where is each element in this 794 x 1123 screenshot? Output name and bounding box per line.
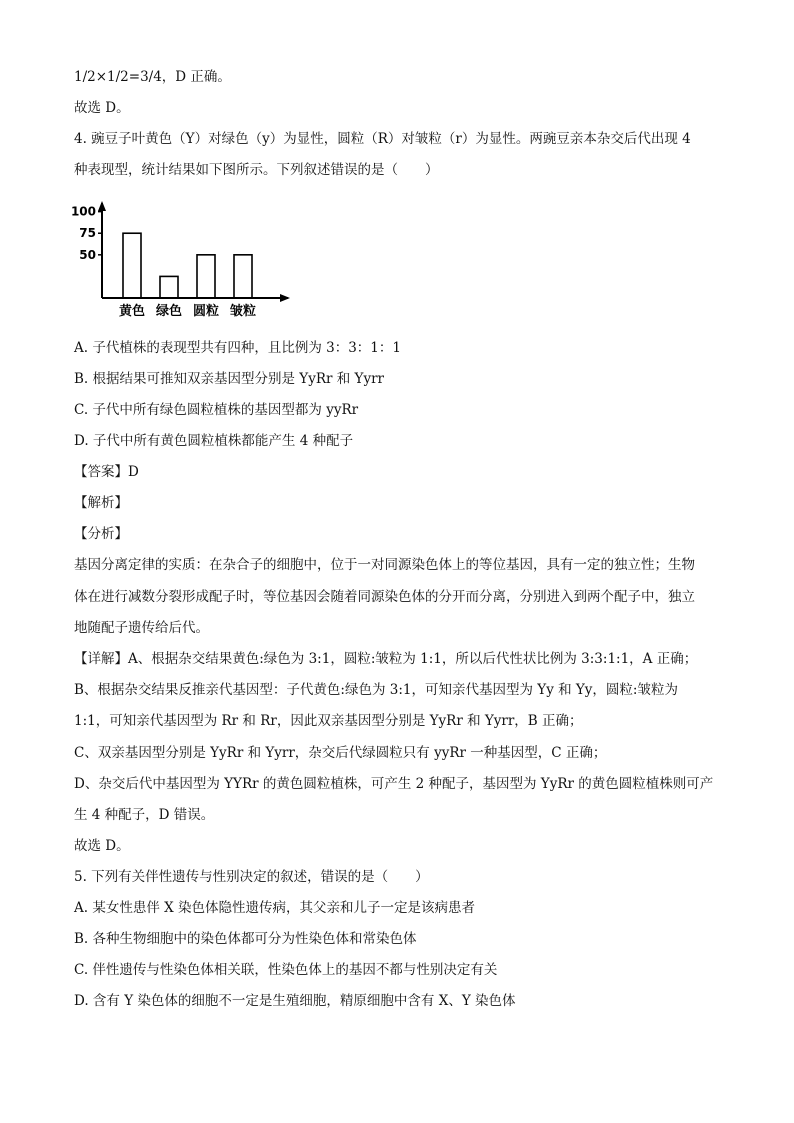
bar-3	[234, 255, 252, 298]
detail-text-6: 生 4 种配子，D 错误。	[74, 807, 215, 823]
question-5-option-a: A. 某女性患伴 X 染色体隐性遗传病，其父亲和儿子一定是该病患者	[74, 900, 476, 916]
chart-axes	[71, 201, 290, 302]
y-tick-label: 100	[70, 204, 96, 219]
question-4-stem-line2: 种表现型，统计结果如下图所示。下列叙述错误的是（ ）	[74, 162, 439, 178]
x-tick-label: 圆粒	[192, 304, 220, 319]
fenxi-text-2: 体在进行减数分裂形成配子时，等位基因会随着同源染色体的分开而分离，分别进入到两个配子中，独立	[74, 589, 695, 605]
x-axis-arrow	[280, 294, 290, 302]
answer-label: 【答案】D	[74, 464, 139, 480]
phenotype-bar-chart	[70, 198, 300, 323]
fenxi-heading: 【分析】	[74, 526, 128, 542]
question-5-option-c: C. 伴性遗传与性染色体相关联，性染色体上的基因不都与性别决定有关	[74, 962, 498, 978]
question-5-option-b: B. 各种生物细胞中的染色体都可分为性染色体和常染色体	[74, 931, 417, 947]
detail-text-3: 1:1，可知亲代基因型为 Rr 和 Rr，因此双亲基因型分别是 YyRr 和 Yyrr，B 正确；	[74, 713, 583, 729]
question-4-option-a: A. 子代植株的表现型共有四种，且比例为 3：3：1：1	[74, 340, 401, 356]
bar-1	[160, 276, 178, 298]
detail-text-2: B、根据杂交结果反推亲代基因型：子代黄色:绿色为 3:1，可知亲代基因型为 Yy 和 Yy，圆粒:皱粒为	[74, 682, 678, 698]
analysis-heading: 【解析】	[74, 495, 128, 511]
question-4-option-c: C. 子代中所有绿色圆粒植株的基因型都为 yyRr	[74, 402, 359, 418]
chart-labels	[119, 303, 256, 319]
x-tick-label: 绿色	[155, 304, 183, 319]
y-tick-label: 50	[79, 247, 96, 262]
fenxi-text-1: 基因分离定律的实质：在杂合子的细胞中，位于一对同源染色体上的等位基因，具有一定的独立性；生物	[74, 557, 695, 573]
fenxi-text-3: 地随配子遗传给后代。	[74, 620, 209, 636]
y-tick-label: 75	[79, 226, 96, 241]
question-4-stem-line1: 4. 豌豆子叶黄色（Y）对绿色（y）为显性，圆粒（R）对皱粒（r）为显性。两豌豆亲本杂交后代出现 4	[74, 131, 691, 147]
bar-0	[123, 233, 141, 298]
line-choose-d-2: 故选 D。	[74, 838, 130, 854]
detail-text-4: C、双亲基因型分别是 YyRr 和 Yyrr，杂交后代绿圆粒只有 yyRr 一种基因型，C 正确；	[74, 745, 607, 761]
bar-2	[197, 255, 215, 298]
detail-text-1: 【详解】A、根据杂交结果黄色:绿色为 3:1，圆粒:皱粒为 1:1，所以后代性状比例为 3:3:1:1，A 正确；	[74, 651, 698, 667]
question-5-option-d: D. 含有 Y 染色体的细胞不一定是生殖细胞，精原细胞中含有 X、Y 染色体	[74, 993, 516, 1009]
x-tick-label: 黄色	[118, 304, 146, 319]
chart-bars	[123, 233, 252, 298]
question-4-option-d: D. 子代中所有黄色圆粒植株都能产生 4 种配子	[74, 433, 354, 449]
y-axis-arrow	[98, 201, 106, 211]
detail-text-5: D、杂交后代中基因型为 YYRr 的黄色圆粒植株，可产生 2 种配子，基因型为 YyRr 的黄色圆粒植株则可产	[74, 776, 714, 792]
x-tick-label: 皱粒	[229, 304, 257, 319]
line-choose-d: 故选 D。	[74, 100, 130, 116]
line-calc-result: 1/2×1/2=3/4，D 正确。	[74, 69, 231, 85]
question-5-stem: 5. 下列有关伴性遗传与性别决定的叙述，错误的是（ ）	[74, 869, 429, 885]
question-4-option-b: B. 根据结果可推知双亲基因型分别是 YyRr 和 Yyrr	[74, 371, 384, 387]
